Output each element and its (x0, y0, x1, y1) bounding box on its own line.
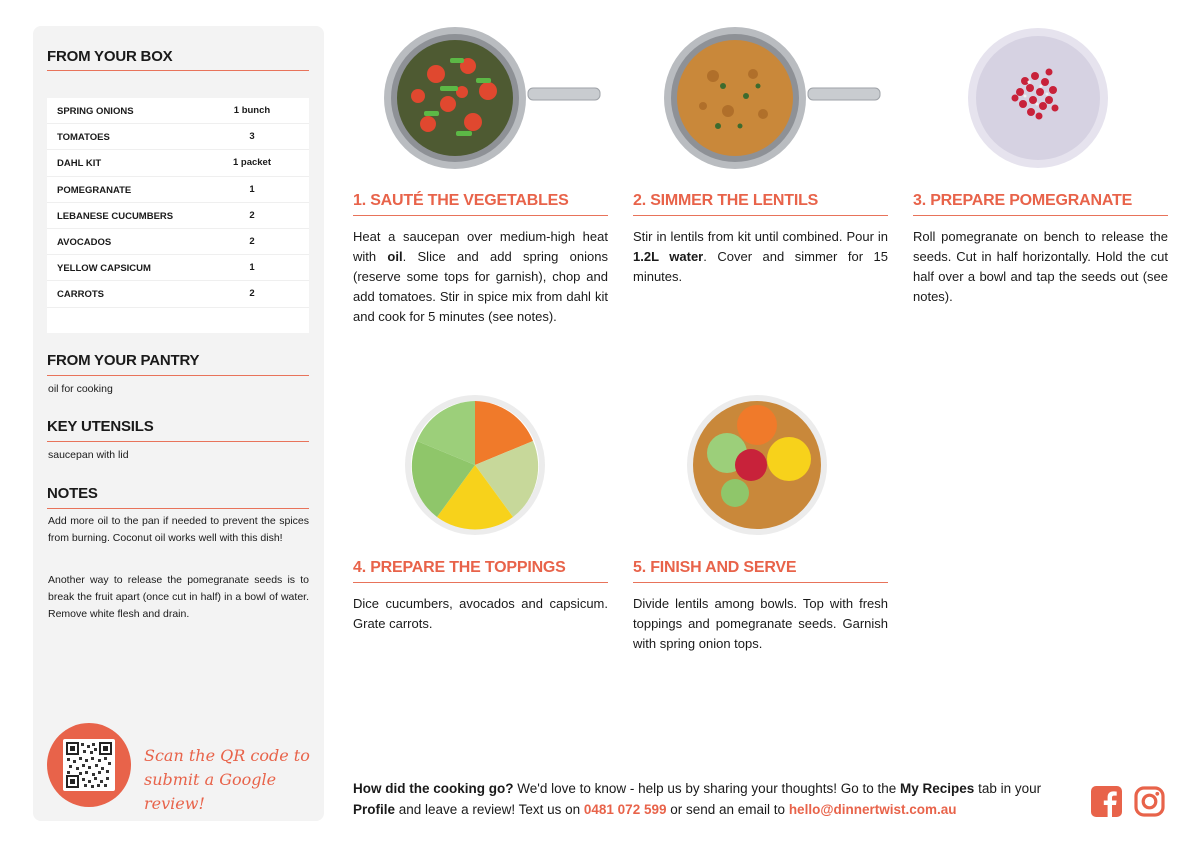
qr-caption-line: Scan the QR code to (144, 746, 310, 765)
ingredient-name: SPRING ONIONS (57, 106, 134, 117)
instagram-icon[interactable] (1134, 786, 1165, 817)
divider (47, 508, 309, 509)
ingredient-row (47, 255, 309, 281)
step-3 (913, 26, 1168, 336)
ingredient-name: DAHL KIT (57, 158, 102, 170)
ingredient-qty: 2 (249, 288, 255, 300)
step-body (913, 227, 1168, 307)
ingredient-qty: 2 (249, 235, 255, 247)
step-title: 5. FINISH AND SERVE (633, 559, 888, 583)
sidebar (33, 26, 324, 821)
toppings-bowl-image (403, 393, 549, 539)
qr-code-icon[interactable] (63, 739, 115, 791)
footer-question: How did the cooking go? (353, 781, 514, 796)
step-4 (353, 393, 608, 653)
step-text: . Cover and simmer for 15 minutes. (633, 249, 888, 284)
review-footer (353, 778, 1073, 820)
saucepan-lentils-image (658, 26, 883, 172)
step-body (353, 227, 608, 327)
qr-badge[interactable] (47, 723, 131, 807)
utensils-text: saucepan with lid (48, 449, 129, 461)
phone-link[interactable]: 0481 072 599 (583, 802, 667, 817)
ingredient-qty: 1 packet (232, 157, 272, 169)
ingredient-name: POMEGRANATE (57, 184, 132, 196)
pantry-text: oil for cooking (48, 383, 113, 395)
divider (47, 441, 309, 442)
step-text: . Slice and add spring onions (reserve some tops for garnish), chop and add tomatoes. Stir in spice mix from dahl kit and cook for 5 minutes (see notes). (353, 249, 608, 324)
ingredient-qty: 2 (249, 209, 255, 221)
ingredient-row (47, 229, 309, 255)
step-body (633, 227, 888, 287)
facebook-icon[interactable] (1091, 786, 1122, 817)
ingredient-row (47, 150, 309, 176)
qr-caption-line: submit a Google review! (144, 770, 277, 813)
ingredient-qty: 3 (249, 131, 255, 143)
saucepan-vegetables-image (378, 26, 603, 172)
divider (47, 375, 309, 376)
step-bold-text: oil (387, 249, 403, 264)
step-5 (633, 393, 888, 653)
step-title: 1. SAUTÉ THE VEGETABLES (353, 192, 608, 216)
note-paragraph: Another way to release the pomegranate seeds is to break the fruit apart (once cut in half) in a bowl of water. Remove white flesh and drain. (48, 574, 309, 620)
note-paragraph: Add more oil to the pan if needed to prevent the spices from burning. Coconut oil works well with this dish! (48, 515, 309, 544)
my-recipes-label: My Recipes (900, 781, 975, 796)
step-title: 3. PREPARE POMEGRANATE (913, 192, 1168, 216)
step-text: Divide lentils among bowls. Top with fresh toppings and pomegranate seeds. Garnish with spring onion tops. (633, 596, 888, 651)
ingredient-row (47, 177, 309, 203)
notes-heading: NOTES (47, 485, 98, 502)
pomegranate-bowl-image (965, 26, 1111, 172)
finished-dish-image (685, 393, 831, 539)
divider (47, 70, 309, 71)
ingredient-qty: 1 (249, 183, 255, 195)
email-link[interactable]: hello@dinnertwist.com.au (788, 802, 957, 817)
ingredient-name: CARROTS (57, 289, 104, 301)
footer-text: We'd love to know - help us by sharing your thoughts! Go to the (513, 781, 901, 796)
ingredient-name: TOMATOES (57, 132, 110, 144)
footer-text: and leave a review! Text us on (395, 802, 584, 817)
ingredient-row (47, 124, 309, 150)
step-bold-text: 1.2L water (633, 249, 704, 264)
ingredient-row (47, 98, 309, 124)
ingredient-qty: 1 bunch (233, 105, 271, 116)
step-text: Stir in lentils from kit until combined. Pour in (633, 229, 888, 244)
ingredient-row (47, 281, 309, 307)
ingredient-qty: 1 (249, 262, 255, 274)
step-1 (353, 26, 608, 336)
step-text: Roll pomegranate on bench to release the seeds. Cut in half horizontally. Hold the cut half over a bowl and tap the seeds out (see notes). (913, 229, 1168, 304)
step-text: Heat a saucepan over medium-high heat with (353, 229, 608, 264)
step-title: 2. SIMMER THE LENTILS (633, 192, 888, 216)
from-your-box-heading: FROM YOUR BOX (47, 48, 173, 65)
step-title: 4. PREPARE THE TOPPINGS (353, 559, 608, 583)
ingredient-name: YELLOW CAPSICUM (57, 263, 151, 275)
ingredient-name: LEBANESE CUCUMBERS (57, 210, 174, 222)
step-body (633, 594, 888, 654)
ingredient-row (47, 203, 309, 229)
profile-label: Profile (353, 802, 396, 817)
footer-text: or send an email to (666, 802, 789, 817)
from-your-pantry-heading: FROM YOUR PANTRY (47, 352, 200, 369)
qr-caption (144, 744, 314, 816)
ingredient-name: AVOCADOS (57, 236, 112, 248)
step-body (353, 594, 608, 634)
key-utensils-heading: KEY UTENSILS (47, 418, 154, 435)
ingredients-table (47, 98, 309, 333)
footer-text: tab in your (974, 781, 1042, 796)
step-text: Dice cucumbers, avocados and capsicum. Grate carrots. (353, 596, 608, 631)
step-2 (633, 26, 888, 336)
